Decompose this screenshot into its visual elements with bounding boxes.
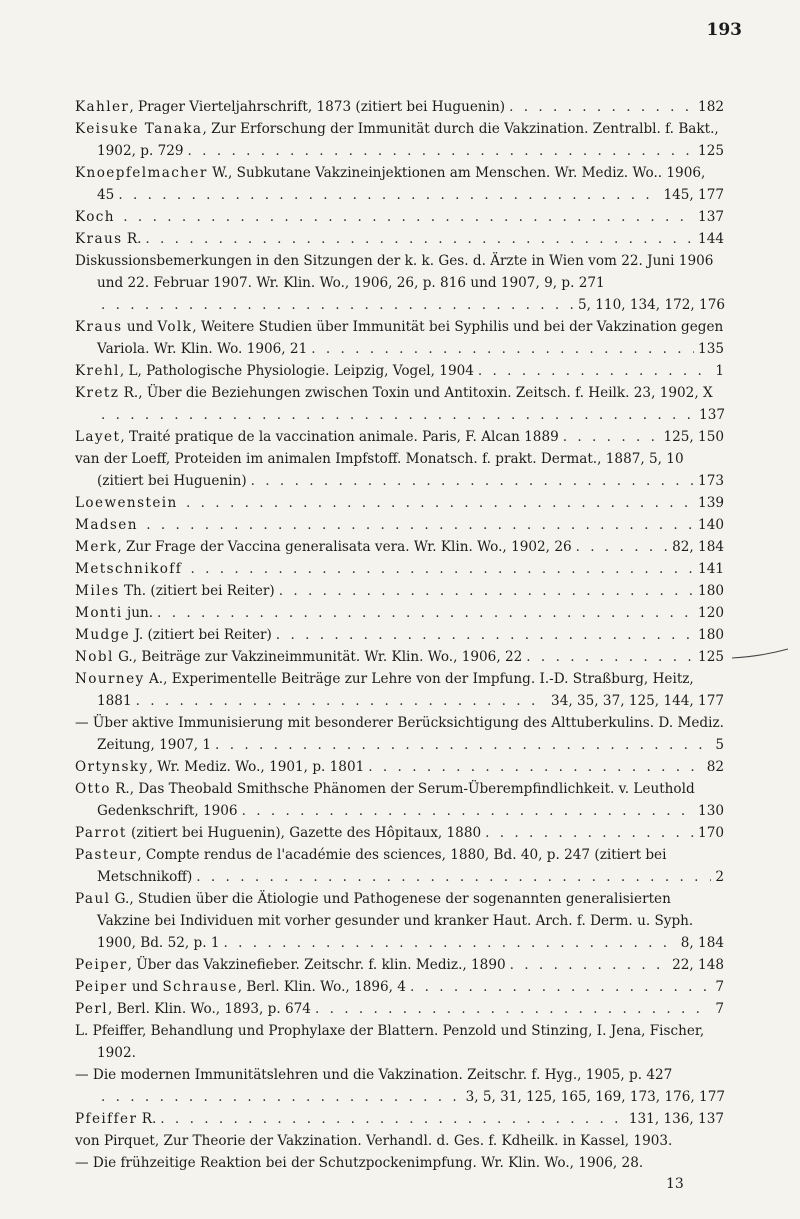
entry-text xyxy=(75,385,713,401)
entry-pages: 125, 150 xyxy=(663,429,724,445)
entry-pages-line xyxy=(307,338,724,360)
entry-pages-wrap xyxy=(275,580,724,602)
entry-pages-wrap xyxy=(406,976,724,998)
entry-text xyxy=(75,957,506,973)
entry-pages-wrap xyxy=(247,470,724,492)
entry-pages-wrap xyxy=(506,954,724,976)
entry-citation: G., Beiträge zur Vakzineimmunität. Wr. Klin. Wo., 1906, 22 xyxy=(118,649,523,665)
entry-pages-wrap xyxy=(364,756,724,778)
entry-pages-line xyxy=(238,800,724,822)
entry-text xyxy=(75,1023,704,1061)
entry-pages-wrap xyxy=(114,184,724,206)
entry-author: Knoepfelmacher xyxy=(75,165,208,181)
leader-dots xyxy=(315,998,711,1020)
entry-pages: 137 xyxy=(698,209,724,225)
entry-pages-line xyxy=(559,426,724,448)
entry-citation: (zitiert bei Huguenin), Gazette des Hôpitaux, 1880 xyxy=(131,825,482,841)
entry-text xyxy=(75,979,406,995)
entry-pages-wrap xyxy=(572,536,724,558)
leader-dots xyxy=(563,426,660,448)
entry-pages-line xyxy=(142,514,724,536)
entry-text xyxy=(75,1111,156,1127)
entry-pages: 145, 177 xyxy=(663,187,724,203)
leader-dots xyxy=(576,536,668,558)
entry-citation: R. xyxy=(126,231,142,247)
leader-dots xyxy=(510,954,668,976)
entry-pages-line xyxy=(119,206,724,228)
leader-dots xyxy=(123,206,694,228)
leader-dots xyxy=(251,470,694,492)
leader-dots xyxy=(526,646,694,668)
entry-citation: , Weitere Studien über Immunität bei Syphilis und bei der Vakzination gegen Variola. Wr. Klin. Wo. 1906, 21 xyxy=(97,319,724,357)
entry-author: Nourney xyxy=(75,671,145,687)
entry-text xyxy=(75,605,153,621)
margin-pencil-mark xyxy=(730,648,790,660)
entry-citation: Zur Erforschung der Immunität durch die Vakzination. Zentralbl. f. Bakt., 1902, p. 729 xyxy=(97,121,719,159)
leader-dots xyxy=(191,558,695,580)
entry-pages-line xyxy=(182,492,724,514)
entry-author: Kretz xyxy=(75,385,120,401)
entry-pages-wrap xyxy=(220,932,724,954)
leader-dots xyxy=(368,756,702,778)
entry-pages-wrap xyxy=(153,602,724,624)
entry-citation: — Über aktive Immunisierung mit besonderer Berücksichtigung des Alttuberkulins. D. Mediz. Zeitung, 1907, 1 xyxy=(75,715,724,753)
entry-pages: 3, 5, 31, 125, 165, 169, 173, 176, 177 xyxy=(465,1089,725,1105)
entry-pages: 130 xyxy=(698,803,724,819)
entry-pages-line xyxy=(406,976,724,998)
entry-citation: J. (zitiert bei Reiter) xyxy=(134,627,272,643)
leader-dots xyxy=(311,338,694,360)
entry-citation: Compte rendus de l'académie des sciences, 1880, Bd. 40, p. 247 (zitiert bei Metschnikoff) xyxy=(97,847,667,885)
entry-citation: W., Subkutane Vakzineinjektionen am Menschen. Wr. Mediz. Wo.. 1906, 45 xyxy=(97,165,706,203)
entry-pages: 7 xyxy=(715,979,724,995)
entry-text xyxy=(75,583,275,599)
leader-dots xyxy=(485,822,694,844)
entry-pages-wrap xyxy=(182,492,724,514)
entry-citation: von Pirquet, Zur Theorie der Vakzination. Verhandl. d. Ges. f. Kdheilk. in Kassel, 1903. xyxy=(75,1133,673,1149)
entry-citation: L. Pfeiffer, Behandlung und Prophylaxe der Blattern. Penzold und Stinzing, I. Jena, Fischer, 1902. xyxy=(75,1023,705,1061)
bibliography-entry xyxy=(75,250,725,316)
leader-dots xyxy=(146,514,694,536)
entry-pages-line xyxy=(481,822,724,844)
entry-citation: Diskussionsbemerkungen in den Sitzungen der k. k. Ges. d. Ärzte in Wien vom 22. Juni 1906 und 22. Februar 1907. Wr. Klin. Wo., 1906, 26, p. 816 und 1907, 9, p. 271 xyxy=(75,253,714,291)
entry-pages: 5, 110, 134, 172, 176 xyxy=(577,297,725,313)
entry-pages-wrap xyxy=(481,822,724,844)
leader-dots xyxy=(157,602,694,624)
entry-pages: 144 xyxy=(698,231,724,247)
entry-citation: — Die frühzeitige Reaktion bei der Schutzpockenimpfung. Wr. Klin. Wo., 1906, 28. xyxy=(75,1155,644,1171)
entry-pages-line xyxy=(97,1086,725,1108)
leader-dots xyxy=(188,140,695,162)
bibliography-entry xyxy=(75,360,725,382)
entry-pages: 182 xyxy=(698,99,724,115)
leader-dots xyxy=(145,228,694,250)
leader-dots xyxy=(101,1086,462,1108)
leader-dots xyxy=(242,800,694,822)
entry-author: Kahler xyxy=(75,99,130,115)
bibliography-entry xyxy=(75,316,725,360)
bibliography-entry xyxy=(75,1152,725,1174)
entry-pages-line xyxy=(364,756,724,778)
entry-pages-wrap xyxy=(187,558,725,580)
entry-pages-wrap xyxy=(97,294,725,316)
entry-citation: jun. xyxy=(127,605,154,621)
entry-author: Loewenstein xyxy=(75,495,178,511)
bibliography-entry xyxy=(75,448,725,492)
bibliography-entry xyxy=(75,954,725,976)
entry-pages-line xyxy=(97,294,725,316)
entry-text xyxy=(75,231,141,247)
leader-dots xyxy=(410,976,711,998)
entry-pages: 125 xyxy=(698,143,724,159)
entry-pages-wrap xyxy=(522,646,724,668)
entry-pages: 137 xyxy=(699,407,725,423)
bibliography-entry xyxy=(75,668,725,712)
bibliography-entry xyxy=(75,206,725,228)
leader-dots xyxy=(478,360,711,382)
entry-text xyxy=(75,649,522,665)
entry-author: Mudge xyxy=(75,627,131,643)
entry-pages: 34, 35, 37, 125, 144, 177 xyxy=(551,693,724,709)
entry-text xyxy=(75,209,119,225)
page-number: 193 xyxy=(706,20,742,40)
entry-author: Perl xyxy=(75,1001,109,1017)
bibliography-entry xyxy=(75,1020,725,1064)
entry-pages-line xyxy=(187,558,725,580)
leader-dots xyxy=(279,580,694,602)
entry-citation: R., Über die Beziehungen zwischen Toxin und Antitoxin. Zeitsch. f. Heilk. 23, 1902, X xyxy=(123,385,713,401)
entry-pages-line xyxy=(132,690,724,712)
bibliography-entry xyxy=(75,976,725,998)
entry-pages: 2 xyxy=(715,869,724,885)
entry-pages-line xyxy=(505,96,724,118)
entry-separator: , xyxy=(117,539,126,555)
entry-text xyxy=(75,517,142,533)
entry-text xyxy=(75,363,474,379)
entry-author: Kraus xyxy=(75,319,123,335)
entry-author: Keisuke Tanaka xyxy=(75,121,203,137)
entry-pages: 170 xyxy=(698,825,724,841)
bibliography-entry xyxy=(75,514,725,536)
entry-pages-wrap xyxy=(156,1108,724,1130)
bibliography-entry xyxy=(75,118,725,162)
entry-pages: 135 xyxy=(698,341,724,357)
entry-citation: van der Loeff, Proteiden im animalen Impfstoff. Monatsch. f. prakt. Dermat., 1887, 5, 10 (zitiert bei Huguenin) xyxy=(75,451,684,489)
bibliography-entry xyxy=(75,822,725,844)
entry-citation: R., Das Theobald Smithsche Phänomen der Serum-Überempfindlichkeit. v. Leuthold Gedenkschrift, 1906 xyxy=(97,781,695,819)
entry-pages: 180 xyxy=(698,627,724,643)
entry-separator: , xyxy=(129,99,138,115)
entry-pages: 120 xyxy=(698,605,724,621)
entry-author: Peiper xyxy=(75,979,128,995)
entry-pages-line xyxy=(184,140,724,162)
signature-mark: 13 xyxy=(666,1176,684,1192)
leader-dots xyxy=(101,404,695,426)
entry-citation: — Die modernen Immunitätslehren und die Vakzination. Zeitschr. f. Hyg., 1905, p. 427 xyxy=(75,1067,673,1083)
entry-citation: Berl. Klin. Wo., 1893, p. 674 xyxy=(116,1001,311,1017)
entry-author: Miles xyxy=(75,583,120,599)
entry-pages-wrap xyxy=(142,514,724,536)
leader-dots xyxy=(196,866,711,888)
bibliography-entry xyxy=(75,558,725,580)
entry-author: Krehl xyxy=(75,363,120,379)
entry-author: Peiper xyxy=(75,957,128,973)
entry-author: Metschnikoff xyxy=(75,561,183,577)
entry-pages-line xyxy=(247,470,724,492)
bibliography-entry xyxy=(75,998,725,1020)
bibliography-list xyxy=(75,96,725,1174)
entry-text xyxy=(75,1001,311,1017)
entry-separator: , xyxy=(137,847,146,863)
bibliography-entry xyxy=(75,1108,725,1130)
entry-coauthor: Schrause xyxy=(162,979,238,995)
entry-pages: 82, 184 xyxy=(672,539,724,555)
entry-pages-line xyxy=(192,866,724,888)
entry-text xyxy=(75,539,572,555)
entry-text xyxy=(75,561,187,577)
entry-pages-wrap xyxy=(238,800,724,822)
entry-citation: A., Experimentelle Beiträge zur Lehre von der Impfung. I.-D. Straßburg, Heitz, 1881 xyxy=(97,671,694,709)
entry-citation: Zur Frage der Vaccina generalisata vera. Wr. Klin. Wo., 1902, 26 xyxy=(125,539,572,555)
entry-pages-line xyxy=(153,602,724,624)
entry-separator: , xyxy=(120,429,129,445)
leader-dots xyxy=(224,932,677,954)
entry-author: Parrot xyxy=(75,825,127,841)
entry-pages-line xyxy=(506,954,724,976)
entry-pages-wrap xyxy=(474,360,724,382)
entry-pages-wrap xyxy=(272,624,724,646)
entry-pages: 173 xyxy=(698,473,724,489)
entry-text xyxy=(75,99,505,115)
entry-pages-line xyxy=(275,580,724,602)
entry-separator: , xyxy=(202,121,212,137)
entry-pages-wrap xyxy=(307,338,724,360)
entry-citation: Über das Vakzinefieber. Zeitschr. f. klin. Mediz., 1890 xyxy=(136,957,506,973)
entry-pages-wrap xyxy=(311,998,724,1020)
entry-pages-line xyxy=(474,360,724,382)
entry-text xyxy=(75,627,272,643)
entry-text xyxy=(75,253,713,291)
entry-text xyxy=(75,1155,643,1171)
entry-citation: Th. (zitiert bei Reiter) xyxy=(123,583,275,599)
entry-pages: 139 xyxy=(698,495,724,511)
entry-author: Layet xyxy=(75,429,121,445)
bibliography-entry xyxy=(75,492,725,514)
entry-citation: , Berl. Klin. Wo., 1896, 4 xyxy=(237,979,406,995)
entry-author: Monti xyxy=(75,605,123,621)
entry-pages: 5 xyxy=(715,737,724,753)
entry-pages-wrap xyxy=(559,426,724,448)
bibliography-entry xyxy=(75,382,725,426)
entry-author: Merk xyxy=(75,539,118,555)
entry-citation: L, Pathologische Physiologie. Leipzig, Vogel, 1904 xyxy=(128,363,474,379)
entry-pages: 180 xyxy=(698,583,724,599)
entry-pages-wrap xyxy=(184,140,724,162)
entry-author: Pasteur xyxy=(75,847,138,863)
bibliography-entry xyxy=(75,602,725,624)
entry-pages-wrap xyxy=(505,96,724,118)
bibliography-entry xyxy=(75,888,725,954)
entry-pages-line xyxy=(272,624,724,646)
entry-author: Nobl xyxy=(75,649,114,665)
leader-dots xyxy=(186,492,694,514)
bibliography-entry xyxy=(75,778,725,822)
entry-pages-line xyxy=(97,404,725,426)
entry-separator: und xyxy=(127,979,163,995)
entry-separator: , xyxy=(148,759,158,775)
entry-text xyxy=(75,825,481,841)
entry-citation: Traité pratique de la vaccination animale. Paris, F. Alcan 1889 xyxy=(128,429,559,445)
leader-dots xyxy=(509,96,694,118)
entry-pages-line xyxy=(220,932,724,954)
entry-author: Otto xyxy=(75,781,111,797)
entry-pages-line xyxy=(141,228,724,250)
entry-pages-wrap xyxy=(97,1086,725,1108)
bibliography-entry xyxy=(75,580,725,602)
entry-pages-wrap xyxy=(141,228,724,250)
leader-dots xyxy=(101,294,574,316)
entry-author: Madsen xyxy=(75,517,138,533)
entry-author: Ortynsky xyxy=(75,759,149,775)
entry-text xyxy=(75,429,559,445)
entry-pages-line xyxy=(522,646,724,668)
entry-text xyxy=(75,1133,672,1149)
entry-text xyxy=(75,759,364,775)
entry-pages: 8, 184 xyxy=(680,935,724,951)
entry-pages-line xyxy=(156,1108,724,1130)
entry-pages: 125 xyxy=(698,649,724,665)
bibliography-entry xyxy=(75,756,725,778)
entry-pages-wrap xyxy=(119,206,724,228)
leader-dots xyxy=(215,734,711,756)
entry-pages-wrap xyxy=(97,404,725,426)
bibliography-entry xyxy=(75,1130,725,1152)
entry-pages: 141 xyxy=(698,561,724,577)
bibliography-entry xyxy=(75,426,725,448)
entry-pages: 140 xyxy=(698,517,724,533)
entry-pages: 7 xyxy=(715,1001,724,1017)
entry-citation: Prager Vierteljahrschrift, 1873 (zitiert bei Huguenin) xyxy=(137,99,506,115)
entry-pages-line xyxy=(211,734,724,756)
leader-dots xyxy=(136,690,547,712)
bibliography-entry xyxy=(75,96,725,118)
entry-separator: , xyxy=(127,957,137,973)
entry-pages: 131, 136, 137 xyxy=(628,1111,724,1127)
entry-pages-line xyxy=(572,536,724,558)
entry-author: Pfeiffer xyxy=(75,1111,138,1127)
bibliography-entry xyxy=(75,228,725,250)
bibliography-entry xyxy=(75,646,725,668)
entry-text xyxy=(75,1067,672,1083)
entry-pages: 82 xyxy=(706,759,724,775)
entry-author: Koch xyxy=(75,209,115,225)
leader-dots xyxy=(160,1108,625,1130)
entry-pages-wrap xyxy=(132,690,724,712)
entry-separator: und xyxy=(122,319,158,335)
entry-citation: R. xyxy=(141,1111,157,1127)
bibliography-entry xyxy=(75,162,725,206)
bibliography-entry xyxy=(75,712,725,756)
entry-pages: 1 xyxy=(715,363,724,379)
entry-pages-line xyxy=(114,184,724,206)
entry-author: Kraus xyxy=(75,231,123,247)
entry-pages-line xyxy=(311,998,724,1020)
leader-dots xyxy=(118,184,659,206)
entry-pages-wrap xyxy=(192,866,724,888)
bibliography-entry xyxy=(75,1064,725,1108)
entry-citation: Wr. Mediz. Wo., 1901, p. 1801 xyxy=(157,759,365,775)
entry-separator: , xyxy=(108,1001,117,1017)
bibliography-entry xyxy=(75,624,725,646)
entry-pages: 22, 148 xyxy=(672,957,724,973)
entry-separator: , xyxy=(119,363,129,379)
entry-coauthor: Volk xyxy=(157,319,193,335)
bibliography-entry xyxy=(75,844,725,888)
entry-pages-wrap xyxy=(211,734,724,756)
entry-author: Paul xyxy=(75,891,111,907)
bibliography-entry xyxy=(75,536,725,558)
leader-dots xyxy=(276,624,694,646)
entry-citation: G., Studien über die Ätiologie und Pathogenese der sogenannten generalisierten Vakzine bei Individuen mit vorher gesunder und kranker Haut. Arch. f. Derm. u. Syph. 1900, Bd. 52, p. 1 xyxy=(97,891,694,951)
entry-text xyxy=(75,495,182,511)
